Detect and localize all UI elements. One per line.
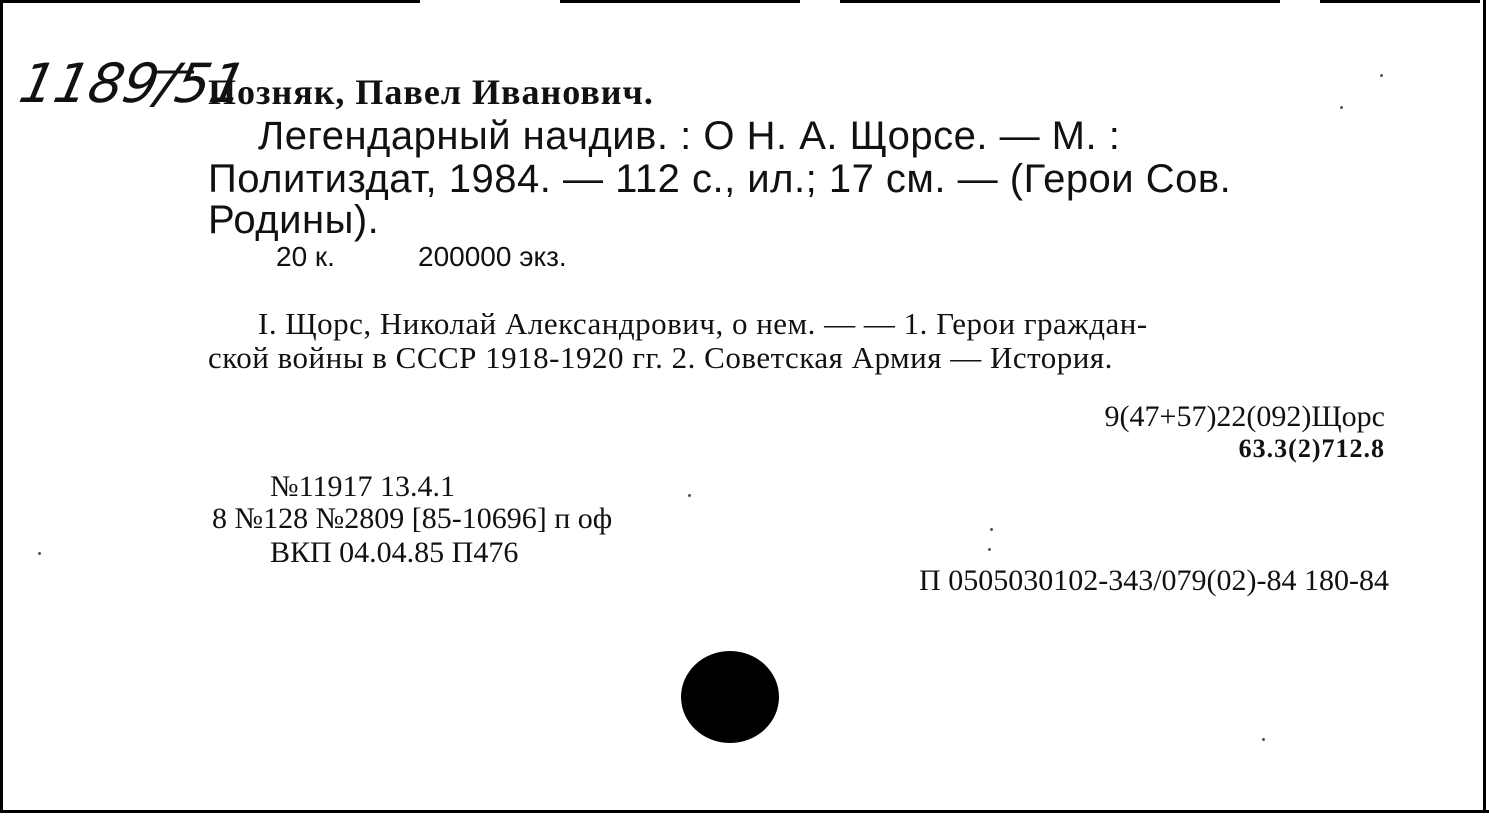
- scan-speck: [1340, 106, 1343, 109]
- subject-line: ской войны в СССР 1918-1920 гг. 2. Советская Армия — История.: [208, 340, 1113, 375]
- bbk-classification: 63.3(2)712.8: [1238, 434, 1385, 463]
- price: 20 к.: [276, 241, 335, 272]
- handwritten-call-number-main: 1189/51: [14, 51, 252, 115]
- scan-speck: [1380, 74, 1383, 77]
- card-edge-top: [840, 0, 1280, 3]
- card-edge-right: [1483, 0, 1486, 813]
- author-heading: Позняк, Павел Иванович.: [208, 72, 654, 112]
- card-edge-bottom: [0, 810, 1489, 813]
- scan-speck: [990, 528, 993, 531]
- publisher-code: П 0505030102-343/079(02)-84 180-84: [919, 564, 1389, 597]
- udc-classification: 9(47+57)22(092)Щорс: [1104, 400, 1385, 433]
- accession-line: 8 №128 №2809 [85-10696] п оф: [212, 502, 613, 535]
- print-run: 200000 экз.: [418, 241, 567, 272]
- punch-hole: [681, 651, 779, 743]
- title-line: Легендарный начдив. : О Н. А. Щорсе. — М. :: [258, 114, 1121, 158]
- card-edge-top: [560, 0, 800, 3]
- card-edge-left: [0, 0, 3, 813]
- accession-line: ВКП 04.04.85 П476: [270, 536, 519, 569]
- scan-speck: [1262, 738, 1265, 741]
- scan-speck: [38, 552, 41, 555]
- card-edge-top: [1320, 0, 1480, 3]
- title-line: Политиздат, 1984. — 112 с., ил.; 17 см. — (Герои Сов.: [208, 157, 1232, 201]
- accession-line: №11917 13.4.1: [270, 470, 456, 503]
- subject-line: I. Щорс, Николай Александрович, о нем. — — 1. Герои граждан-: [258, 306, 1148, 341]
- scan-speck: [988, 548, 991, 551]
- card-edge-top: [0, 0, 420, 3]
- scan-speck: [688, 494, 691, 497]
- title-line: Родины).: [208, 198, 380, 242]
- handwritten-call-number: [14, 40, 252, 130]
